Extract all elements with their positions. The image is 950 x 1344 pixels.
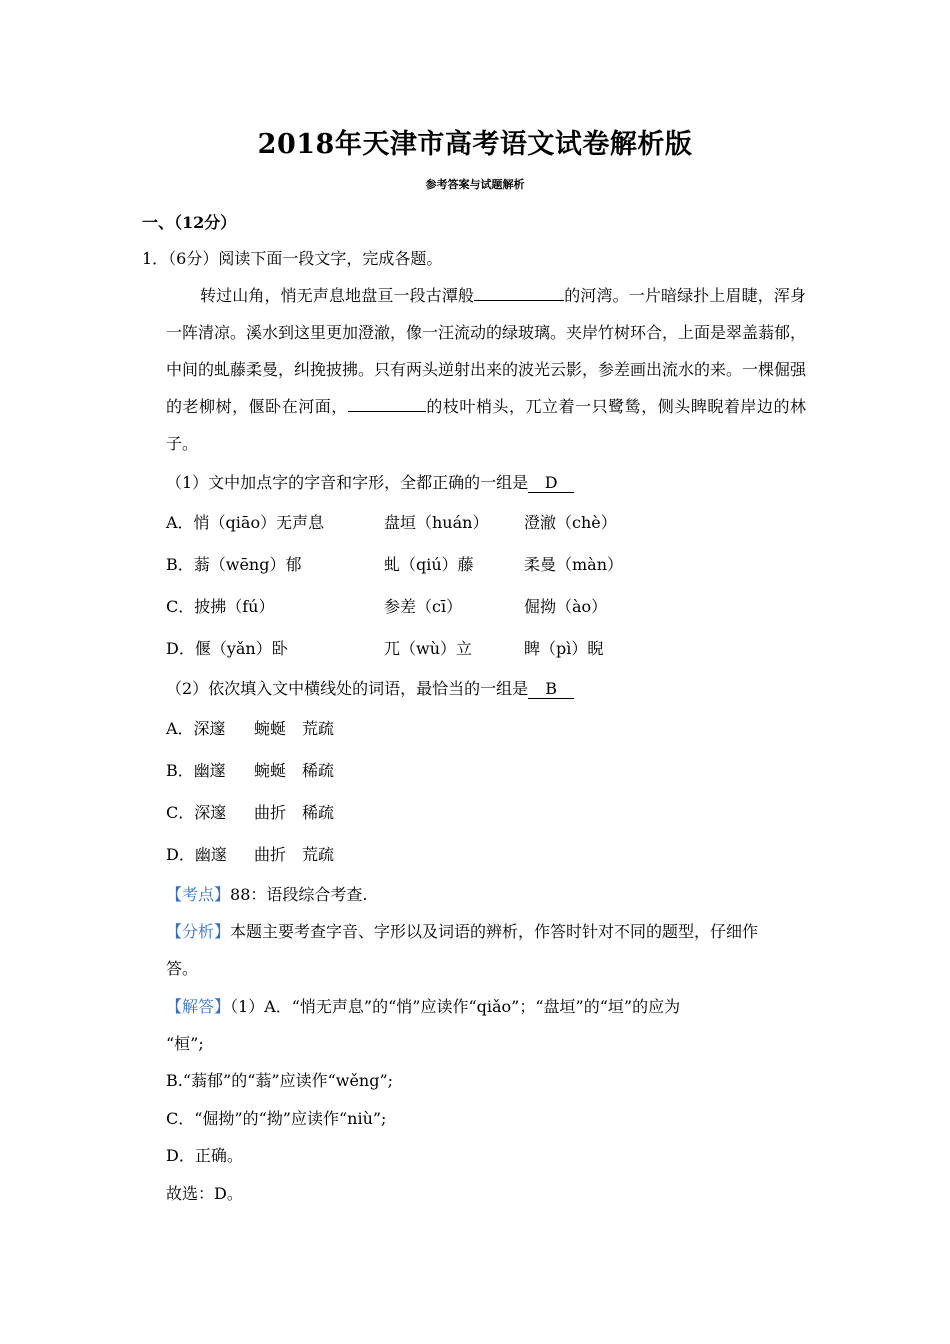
- option-1c: 柔曼（màn）: [524, 555, 624, 574]
- jieda-line-1: [166, 997, 680, 1017]
- passage-part-1: 转过山角，悄无声息地盘亘一段古潭般: [200, 286, 475, 305]
- passage: [166, 277, 806, 462]
- kaodian-text: 88：语段综合考查.: [230, 885, 368, 904]
- option-1c: 睥（pì）睨: [524, 639, 604, 658]
- jieda-line-2: “桓”;: [166, 1034, 204, 1053]
- option-1a: A．悄（qiāo）无声息: [166, 513, 325, 532]
- fenxi-line-1: [166, 922, 758, 942]
- option-1b: 参差（cī）: [384, 597, 463, 616]
- page-subtitle: 参考答案与试题解析: [425, 178, 525, 191]
- sub-question-1-answer: D: [528, 474, 574, 493]
- blank-2: [348, 395, 426, 412]
- jieda-tag: 【解答】: [166, 997, 231, 1016]
- jieda-line-3: B.“蓊郁”的“蓊”应读作“wěng”;: [166, 1071, 394, 1090]
- option-1c: 倔拗（ào）: [524, 597, 608, 616]
- sub-question-2: [166, 679, 574, 699]
- option-2a: C．深邃: [166, 803, 227, 822]
- sub-question-2-stem: （2）依次填入文中横线处的词语，最恰当的一组是: [166, 679, 529, 698]
- fenxi-tag: 【分析】: [166, 922, 231, 941]
- option-1b: 虬（qiú）藤: [384, 555, 474, 574]
- passage-part-3: 的枝叶梢头，兀立着一只鹭鸶，侧头睥睨着岸边的林子。: [166, 397, 806, 453]
- fenxi-text-1: 本题主要考查字音、字形以及词语的辨析，作答时针对不同的题型，仔细作: [230, 922, 759, 941]
- page-title: 2018年天津市高考语文试卷解析版: [257, 129, 693, 160]
- option-2a: A．深邃: [166, 719, 226, 738]
- option-2b: 曲折: [254, 803, 287, 822]
- fenxi-line-2: 答。: [166, 959, 199, 978]
- kaodian-line: [166, 885, 367, 905]
- option-1a: D．偃（yǎn）卧: [166, 639, 288, 658]
- passage-part-2: 的河湾。一片暗绿扑上眉睫，浑身一阵清凉。溪水到这里更加澄澈，像一汪流动的绿玻璃。夹岸竹树环合，上面是翠盖蓊郁，中间的虬藤柔曼，纠挽披拂。只有两头逆射出来的波光云影，参差画出流水的来。一棵倔强的老柳树，偃卧在河面，: [166, 286, 807, 416]
- option-1c: 澄澈（chè）: [524, 513, 617, 532]
- sub-question-2-answer: B: [528, 680, 574, 699]
- option-1b: 盘垣（huán）: [384, 513, 489, 532]
- option-2a: B．幽邃: [166, 761, 226, 780]
- option-2c: 稀疏: [302, 803, 335, 822]
- option-2c: 稀疏: [302, 761, 335, 780]
- jieda-line-6: 故选：D。: [166, 1184, 243, 1203]
- option-1b: 兀（wù）立: [384, 639, 473, 658]
- blank-1: [474, 284, 564, 301]
- section-heading: 一、（12分）: [142, 213, 237, 232]
- option-1a: B．蓊（wēng）郁: [166, 555, 302, 574]
- jieda-line-4: C．“倔拗”的“拗”应读作“niù”;: [166, 1109, 387, 1128]
- option-2b: 蜿蜒: [254, 761, 287, 780]
- option-2b: 蜿蜒: [254, 719, 287, 738]
- jieda-line-5: D．正确。: [166, 1146, 243, 1165]
- option-2a: D．幽邃: [166, 845, 227, 864]
- jieda-text-1: （1）A．“悄无声息”的“悄”应读作“qiǎo”；“盘垣”的“垣”的应为: [230, 997, 681, 1016]
- option-2c: 荒疏: [302, 719, 335, 738]
- sub-question-1: [166, 473, 574, 493]
- option-2c: 荒疏: [302, 845, 335, 864]
- question-stem: 1．（6分）阅读下面一段文字，完成各题。: [142, 249, 443, 268]
- option-1a: C．披拂（fú）: [166, 597, 275, 616]
- sub-question-1-stem: （1）文中加点字的字音和字形，全都正确的一组是: [166, 473, 529, 492]
- option-2b: 曲折: [254, 845, 287, 864]
- kaodian-tag: 【考点】: [166, 885, 231, 904]
